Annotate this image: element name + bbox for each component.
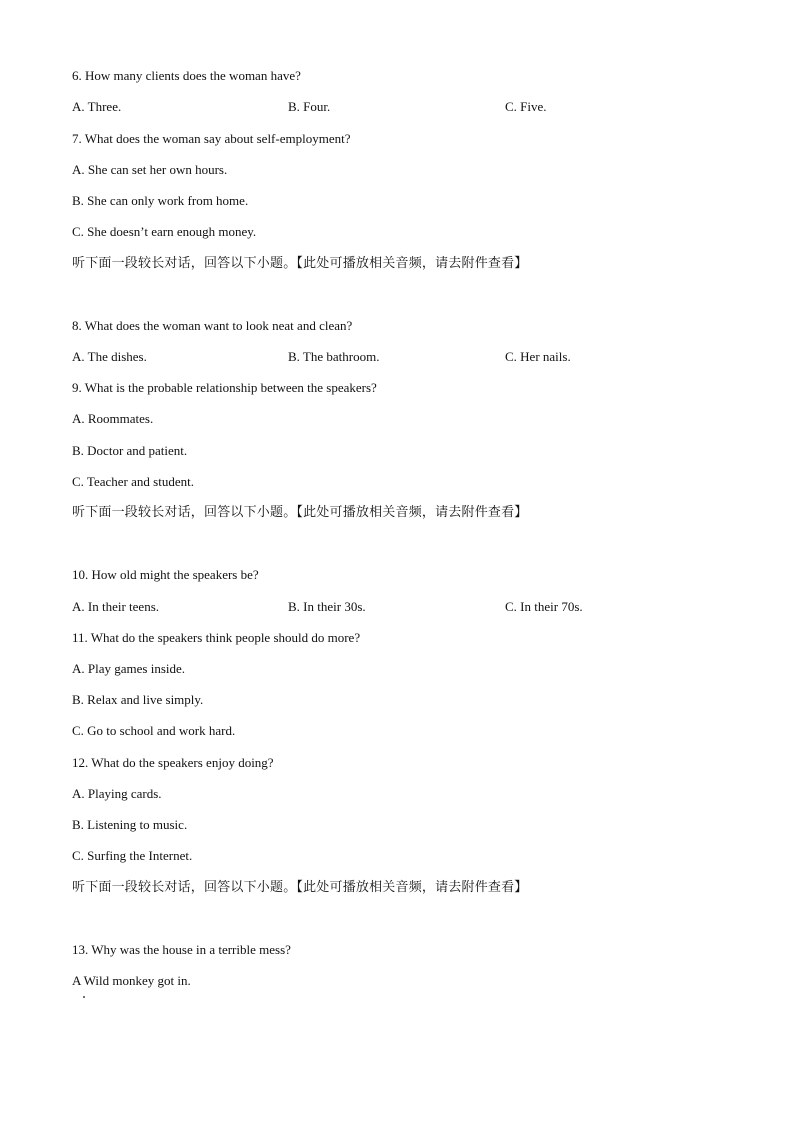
question-8-options xyxy=(72,349,722,365)
listening-instruction: 听下面一段较长对话，回答以下小题。【此处可播放相关音频，请去附件查看】 xyxy=(72,880,528,895)
question-6: 6. How many clients does the woman have? xyxy=(72,68,301,83)
option-9a: A. Roommates. xyxy=(72,411,154,426)
option-7b: B. She can only work from home. xyxy=(72,193,249,208)
question-10: 10. How old might the speakers be? xyxy=(72,567,259,582)
option-12a: A. Playing cards. xyxy=(72,786,162,801)
option-11a: A. Play games inside. xyxy=(72,661,186,676)
option-11b: B. Relax and live simply. xyxy=(72,692,204,707)
question-7: 7. What does the woman say about self-employment? xyxy=(72,131,351,146)
option-8a: A. The dishes. xyxy=(72,349,147,364)
question-11: 11. What do the speakers think people should do more? xyxy=(72,630,361,645)
question-9: 9. What is the probable relationship between the speakers? xyxy=(72,380,377,395)
option-12b: B. Listening to music. xyxy=(72,817,188,832)
option-9b: B. Doctor and patient. xyxy=(72,443,188,458)
option-9c: C. Teacher and student. xyxy=(72,474,194,489)
option-8c: C. Her nails. xyxy=(505,349,571,364)
question-12: 12. What do the speakers enjoy doing? xyxy=(72,755,274,770)
question-10-options xyxy=(72,599,722,615)
option-8b: B. The bathroom. xyxy=(288,349,380,364)
question-8: 8. What does the woman want to look neat and clean? xyxy=(72,318,353,333)
listening-instruction: 听下面一段较长对话，回答以下小题。【此处可播放相关音频，请去附件查看】 xyxy=(72,256,528,271)
option-10c: C. In their 70s. xyxy=(505,599,583,614)
option-7a: A. She can set her own hours. xyxy=(72,162,228,177)
question-6-options xyxy=(72,99,722,115)
option-6a: A. Three. xyxy=(72,99,122,114)
option-12c: C. Surfing the Internet. xyxy=(72,848,193,863)
option-13a: A Wild monkey got in. xyxy=(72,973,191,988)
stray-dot xyxy=(83,996,85,998)
option-7c: C. She doesn’t earn enough money. xyxy=(72,224,257,239)
option-6b: B. Four. xyxy=(288,99,331,114)
question-13: 13. Why was the house in a terrible mess? xyxy=(72,942,291,957)
option-11c: C. Go to school and work hard. xyxy=(72,723,236,738)
option-10a: A. In their teens. xyxy=(72,599,160,614)
option-6c: C. Five. xyxy=(505,99,547,114)
listening-instruction: 听下面一段较长对话，回答以下小题。【此处可播放相关音频，请去附件查看】 xyxy=(72,505,528,520)
option-10b: B. In their 30s. xyxy=(288,599,366,614)
